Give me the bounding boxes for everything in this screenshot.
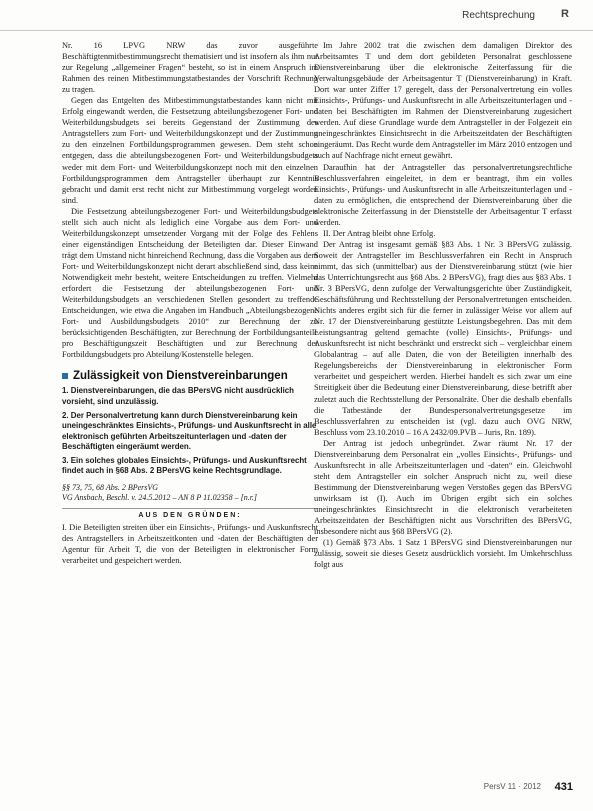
body-paragraph: (1) Gemäß §73 Abs. 1 Satz 1 BPersVG sind Dienstvereinbarungen nur zulässig, soweit sie dieses Gesetz ausdrücklich vorsieht. Im Umkehrschluss folgt aus (314, 538, 572, 570)
heading-title: Zulässigkeit von Dienstvereinbarungen (73, 370, 288, 383)
section-tag: Rechtsprechung (462, 10, 535, 21)
body-paragraph: Der Antrag ist insgesamt gemäß §83 Abs. 1 Nr. 3 BPersVG zulässig. Soweit der Antragsteller im Beschlussverfahren ein Recht in Anspruch nimmt, das sich (unmittelbar) aus der Dienstvereinbarung stützt (wie hier das Unterrichtungsrecht aus §68 Abs. 2 BPersVG), fragt dies aus §83 Abs. 1 Nr. 3 BPersVG, denn zufolge der Verwaltungsgerichte über Zuständigkeit, Geschäftsführung und Rechtsstellung der Personalvertretungen entscheiden. Nichts anderes ergibt sich für die ferner in zulässiger Weise vor allem auf Nr. 17 der Dienstvereinbarung gestützte Leistungsbegehren. Das mit dem Leistungsantrag geltend gemachte (volle) Einsichts-, Prüfungs- und Auskunftsrecht ist nicht beschränkt und erstreckt sich – vergleichbar einem Globalantrag – auf alle Daten, die von der Beteiligten innerhalb des Regelungsbereichs der Dienstvereinbarung in elektronischer Form verarbeitet und gespeichert werden. Hierbei handelt es sich zwar um eine Streitigkeit über die Bedeutung einer Dienstvereinbarung, diese betrifft aber zuletzt auch die Rechtsstellung der Personalräte. Über die deshalb ebenfalls die Tatbestände der Bundespersonalvertretungsgesetze im Beschlussverfahren zu entscheiden ist (vgl. dazu auch OVG NRW, Beschluss vom 23.10.2010 – 16 A 2432/09.PVB – Juris, Rn. 189). (314, 239, 572, 437)
body-paragraph: Gegen das Entgelten des Mitbestimmungstatbestandes kann nicht mit Erfolg eingewandt werden, die Festsetzung abteilungsbezogener Fort- und Weiterbildungsbudgets sei bereits Gegenstand der Zustimmung des Antragstellers zum Fort- und Weiterbildungskonzept und der Zustimmung zu den einzelnen Fortbildungsprogrammen gewesen. Dem steht schon entgegen, dass die abteilungsbezogenen Fort- und Weiterbildungsbudgets weder mit dem Fort- und Weiterbildungskonzept noch mit den einzelnen Fortbildungsprogrammen dem Antragsteller überhaupt zur Kenntnis gebracht und damit erst recht nicht zur Mitbestimmung vorgelegt worden sind. (62, 96, 318, 205)
heading-square-icon (62, 373, 68, 379)
thesis-item: 1. Dienstvereinbarungen, die das BPersVG nicht ausdrücklich vorsieht, sind unzulässig. (62, 386, 294, 406)
body-paragraph: II. Der Antrag bleibt ohne Erfolg. (323, 228, 436, 238)
thesis-item: 2. Der Personalvertretung kann durch Dienstvereinbarung kein uneingeschränktes Einsichts-, Prüfungs- und Auskunftsrecht in alle elektronisch geführten Arbeitszeitunterlagen und -daten der Beschäftigten eingeräumt werden. (62, 410, 317, 451)
body-paragraph: Nr. 16 LPVG NRW das zuvor ausgeführte Beschäftigtenmitbestimmungsrecht thematisiert und ist insofern als ihm nur zur Regelung „allgemeiner Fragen“ besteht, so ist in einem Anspruch im Rahmen des reinen Mitbestimmungstatbestandes der Vorschrift Rechnung zu tragen. (62, 41, 318, 95)
left-column (62, 40, 318, 566)
citation-norms: §§ 73, 75, 68 Abs. 2 BPersVG (62, 482, 159, 492)
citation-block (62, 483, 318, 503)
page-number: 431 (554, 781, 573, 793)
header-rule (0, 30, 593, 31)
section-mark: R (561, 8, 569, 20)
right-column (314, 40, 572, 570)
body-paragraph: Die Festsetzung abteilungsbezogener Fort- und Weiterbildungsbudgets stellt sich auch nicht als lediglich eine Vorgabe aus dem Fort- und Weiterbildungskonzept umsetzender Vorgang mit der Folge des Fehlens einer eigenständigen Entscheidung der Beteiligten dar. Dieser Einwand trägt dem Umstand nicht hinreichend Rechnung, dass die Vorgaben aus dem Fort- und Weiterbildungskonzept nicht derart abschließend sind, dass keine Notwendigkeit mehr besteht, weitere Entscheidungen zu treffen. Vielmehr erfordert die Festsetzung der abteilungsbezogenen Fort- und Weiterbildungsbudgets an verschiedenen Stellen gesondert zu treffende Entscheidungen, wie etwa die Angaben im Handbuch „Abteilungsbezogene Fort- und Ausbildungsbudgets 2010“ zur Berechnung der zu berücksichtigenden Beschäftigten, zur Berechnung der Fortbildungsanteile pro Beschäftigungszeit Beschäftigten und zur Berechnung der Fortbildungsbudgets pro Abteilung/Kostenstelle belegen. (62, 206, 318, 360)
grounds-heading: AUS DEN GRÜNDEN: (138, 511, 242, 519)
body-paragraph: Der Antrag ist jedoch unbegründet. Zwar räumt Nr. 17 der Dienstvereinbarung dem Personalrat ein „volles Einsichts-, Prüfungs- und Auskunftsrecht in alle Arbeitszeitunterlagen und -daten“ ein. Gleichwohl steht dem Antragsteller ein solcher Anspruch nicht zu, weil diese Bestimmung der Dienstvereinbarung wegen Verstoßes gegen das BPersVG unwirksam ist (I). Auch im Übrigen ergibt sich ein solches uneingeschränktes Einsichtsrecht in die elektronisch verarbeiteten Arbeitszeitdaten der Beschäftigten nicht aus Vorschriften des BPersVG, insbesondere nicht aus §68 BPersVG (2). (314, 438, 572, 537)
theses-list (62, 386, 318, 476)
body-paragraph: Im Jahre 2002 trat die zwischen dem damaligen Direktor des Arbeitsamtes T und dem dort gebildeten Personalrat geschlossene Dienstvereinbarung über die elektronische Zeiterfassung für die Verwaltungsgebäude der Arbeitsagentur T (Dienstvereinbarung) in Kraft. Dort war unter Ziffer 17 geregelt, dass der Personalvertretung ein volles Einsichts-, Prüfungs- und Auskunftsrecht in alle Arbeitszeitunterlagen und -daten bei Beschäftigten im Rahmen der Dienstvereinbarung zugesichert werden. Auf diese Grundlage wurde dem Antragsteller in der Folgezeit ein uneingeschränktes Einsichtsrecht in die Arbeitszeitdaten der Beschäftigten eingeräumt. Das Recht wurde dem Antragsteller im März 2010 entzogen und auch auf Nachfrage nicht erneut gewährt. (314, 41, 572, 161)
citation-court: VG Ansbach, Beschl. v. 24.5.2012 – AN 8 P 11.02358 – [n.r.] (62, 492, 258, 502)
section-heading (62, 370, 318, 382)
body-paragraph: I. Die Beteiligten streiten über ein Einsichts-, Prüfungs- und Auskunftsrecht des Antragstellers in Arbeitszeitkonten und -daten der Beschäftigten der Agentur für Arbeit T, die von der Beteiligten in elektronischer Form verarbeitet und gespeichert werden. (62, 522, 318, 565)
body-paragraph: Daraufhin hat der Antragsteller das personalvertretungsrechtliche Beschlussverfahren eingeleitet, in dem er beantragt, ihm ein volles Einsichts-, Prüfungs- und Auskunftsrecht in alle Arbeitszeitunterlagen und -daten zu ermöglichen, die entsprechend der Dienstvereinbarung über die elektronische Zeiterfassung in der Dienststelle der Arbeitsagentur T erfasst werden. (314, 162, 572, 227)
footer-journal: PersV 11 · 2012 (483, 782, 541, 791)
citation-divider (62, 508, 318, 509)
thesis-item: 3. Ein solches globales Einsichts-, Prüfungs- und Auskunftsrecht findet auch in §68 Abs. 2 BPersVG keine Rechtsgrundlage. (62, 456, 307, 476)
